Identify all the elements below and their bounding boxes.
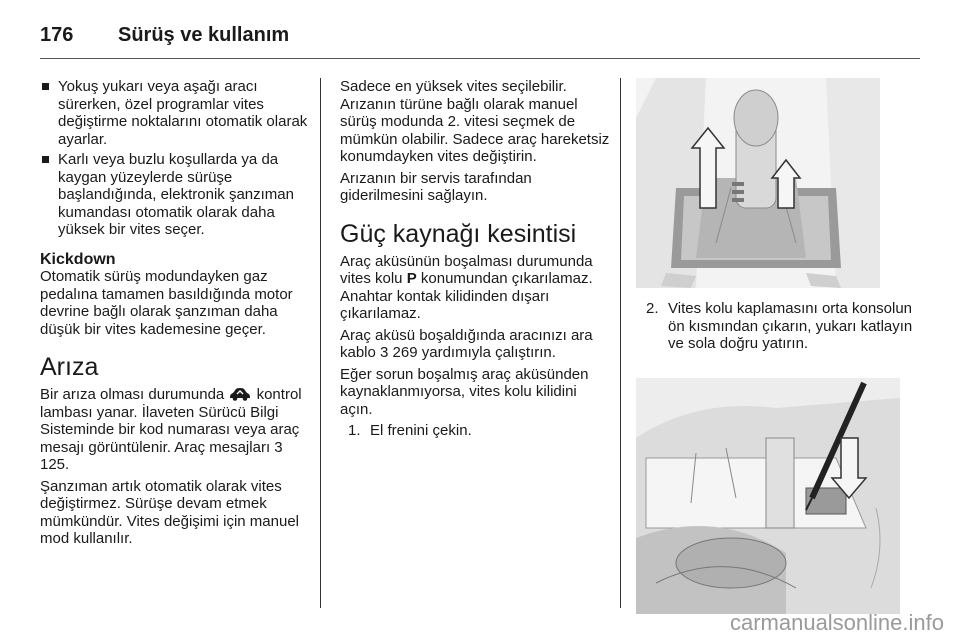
paragraph: Arızanın bir servis tarafından giderilmesini sağlayın. bbox=[340, 169, 532, 204]
paragraph: Araç aküsünün boşalması durumunda vites kolu P konumundan çıkarılamaz. Anahtar kontak kilidinden dışarı çıkarılamaz. bbox=[340, 252, 593, 322]
fault-heading: Arıza bbox=[40, 353, 99, 381]
fault-text: Bir arıza olması durumunda kontrol lambası yanar. İlaveten Sürücü Bilgi Sisteminde bir kod numarası veya araç mesajı görüntülenir. Araç mesajları 3 125. bbox=[40, 386, 302, 473]
kickdown-heading: Kickdown bbox=[40, 250, 116, 268]
page-reference[interactable]: 125. bbox=[40, 456, 70, 473]
step-item: 2. Vites kolu kaplamasını orta konsolun ön kısmından çıkarın, yukarı katlayın ve sola doğru yatırın. bbox=[646, 300, 913, 352]
kickdown-text: Otomatik sürüş modundayken gaz pedalına tamamen basıldığında motor devrine bağlı olarak şanzıman daha düşük bir vites kademesine geçer. bbox=[40, 268, 293, 338]
ref-arrow-glyph: 3 bbox=[274, 438, 283, 456]
paragraph: Araç aküsü boşaldığında aracınızı ara kablo 3 269 yardımıyla çalıştırın. bbox=[340, 326, 593, 361]
shift-cover-removal-illustration bbox=[636, 378, 900, 614]
page-header bbox=[40, 24, 920, 58]
page-number: 176 bbox=[40, 24, 74, 46]
page-reference[interactable]: 269 yardımıyla çalıştırın. bbox=[392, 344, 556, 361]
power-heading: Güç kaynağı kesintisi bbox=[340, 219, 577, 248]
column-3 bbox=[636, 300, 920, 353]
fault-text-2: Şanzıman artık otomatik olarak vites değiştirmez. Sürüşe devam etmek mümkündür. Vites değişimi için manuel mod kullanılır. bbox=[40, 477, 300, 547]
watermark: carmanualsonline.info bbox=[729, 610, 944, 635]
list-item: Karlı veya buzlu koşullarda ya da kaygan yüzeylerde sürüşe başlandığında, elektronik şanzıman kumandası otomatik olarak daha yüksek bir vites seçer. bbox=[40, 151, 312, 239]
paragraph: Eğer sorun boşalmış araç aküsünden kaynaklanmıyorsa, vites kolu kilidini açın. bbox=[340, 365, 589, 418]
gear-p-label: P bbox=[406, 270, 417, 287]
step-item: 1. El frenini çekin. bbox=[348, 422, 472, 439]
column-1 bbox=[40, 78, 312, 552]
ref-arrow-glyph: 3 bbox=[380, 344, 389, 361]
column-divider bbox=[620, 78, 621, 608]
gear-lever-illustration bbox=[636, 78, 880, 288]
bullet-square-icon bbox=[42, 156, 49, 163]
bullet-square-icon bbox=[42, 83, 49, 90]
column-2 bbox=[340, 78, 610, 440]
chapter-title: Sürüş ve kullanım bbox=[118, 24, 290, 46]
paragraph: Sadece en yüksek vites seçilebilir. Arızanın türüne bağlı olarak manuel sürüş modunda 2. vitesi seçmek de mümkün olabilir. Sadece araç hareketsiz konumdayken vites değiştirin. bbox=[340, 78, 610, 165]
list-item: Yokuş yukarı veya aşağı aracı sürerken, özel programlar vites değiştirme noktalarını otomatik olarak ayarlar. bbox=[40, 78, 312, 148]
header-rule bbox=[40, 58, 920, 59]
car-warning-icon bbox=[228, 387, 252, 401]
column-divider bbox=[320, 78, 321, 608]
